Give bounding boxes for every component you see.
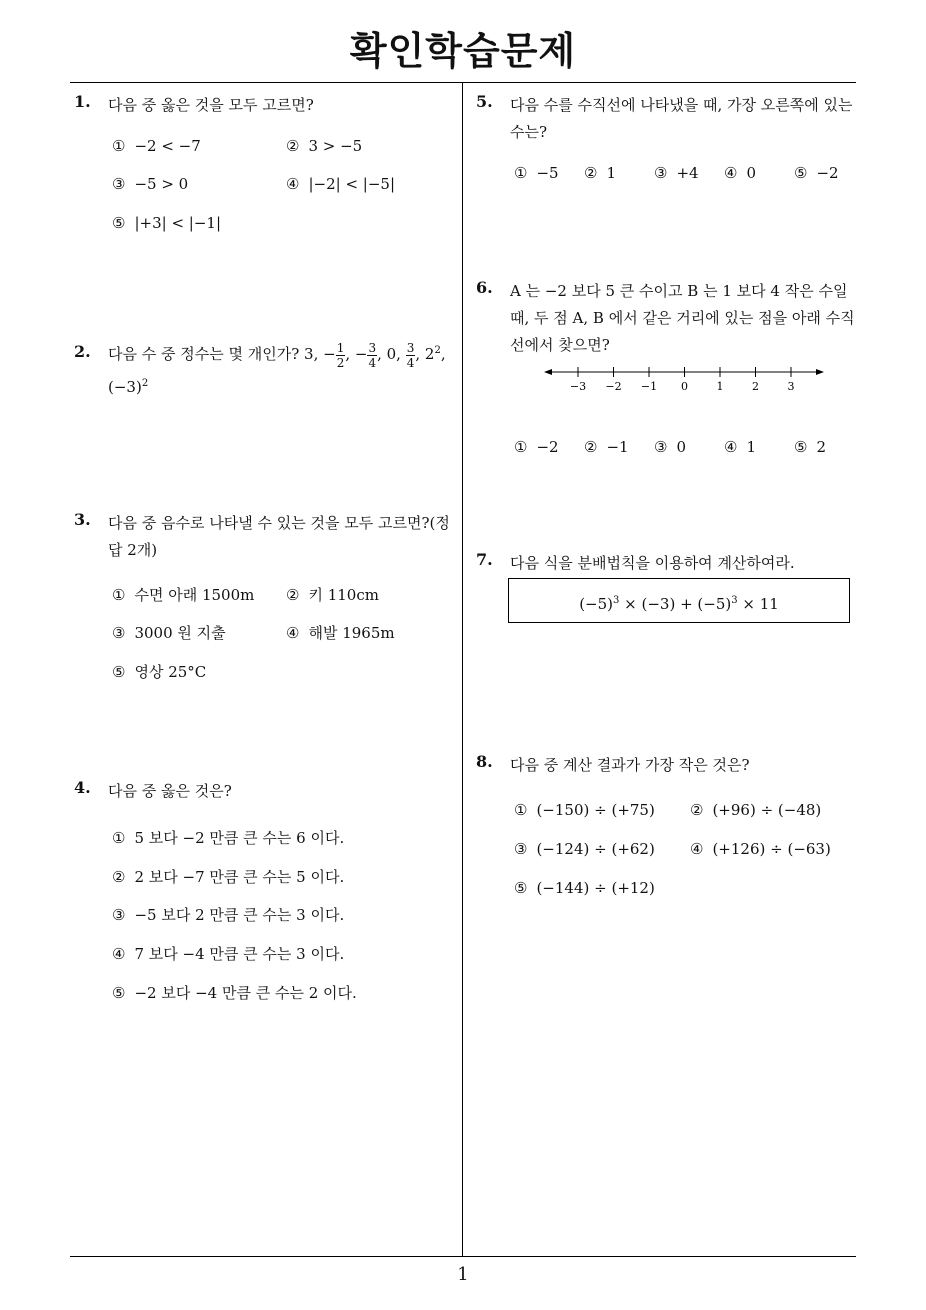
answer-option-5[interactable]: ⑤ 2	[794, 438, 826, 456]
question-4	[74, 778, 458, 1027]
answer-option-5[interactable]: ⑤ 영상 25°C	[112, 663, 207, 681]
number-line-label: −1	[640, 380, 658, 393]
answer-option-5[interactable]: ⑤ −2 보다 −4 만큼 큰 수는 2 이다.	[112, 984, 357, 1002]
footer-rule	[70, 1256, 856, 1257]
answer-option-2[interactable]: ② 3 > −5	[286, 137, 363, 155]
answer-option-4[interactable]: ④ 7 보다 −4 만큼 큰 수는 3 이다.	[112, 945, 345, 963]
answer-option-5[interactable]: ⑤ −2	[794, 164, 839, 182]
question-number: 6.	[476, 278, 493, 297]
answer-options	[112, 584, 458, 704]
column-divider	[462, 82, 463, 1256]
answer-option-1[interactable]: ① −2	[514, 438, 559, 456]
number-line-label: −3	[569, 380, 587, 393]
answer-option-4[interactable]: ④ 0	[724, 164, 756, 182]
number-line-label: 0	[681, 380, 688, 393]
answer-option-1[interactable]: ① 수면 아래 1500m	[112, 586, 255, 604]
answer-options	[112, 137, 454, 257]
answer-option-5[interactable]: ⑤ (−144) ÷ (+12)	[514, 879, 655, 897]
answer-option-2[interactable]: ② 2 보다 −7 만큼 큰 수는 5 이다.	[112, 868, 345, 886]
answer-option-3[interactable]: ③ −5 보다 2 만큼 큰 수는 3 이다.	[112, 906, 345, 924]
answer-option-3[interactable]: ③ −5 > 0	[112, 175, 189, 193]
answer-option-5[interactable]: ⑤ |+3| < |−1|	[112, 214, 221, 232]
header-rule	[70, 82, 856, 83]
answer-option-4[interactable]: ④ 1	[724, 438, 756, 456]
answer-option-3[interactable]: ③ 3000 원 지출	[112, 624, 226, 642]
question-stem: 다음 중 음수로 나타낼 수 있는 것을 모두 고르면?(정답 2개)	[108, 514, 450, 559]
question-stem: 다음 중 계산 결과가 가장 작은 것은?	[510, 756, 750, 774]
question-number: 7.	[476, 550, 493, 569]
fraction: $\frac{1}{2}$	[336, 340, 345, 370]
page-number: 1	[457, 1264, 469, 1285]
number-line-label: 1	[716, 380, 724, 393]
question-stem: 다음 수를 수직선에 나타냈을 때, 가장 오른쪽에 있는 수는?	[510, 96, 853, 141]
question-number: 4.	[74, 778, 91, 797]
answer-option-1[interactable]: ① (−150) ÷ (+75)	[514, 801, 655, 819]
page-title: 확인학습문제	[349, 29, 577, 73]
answer-option-2[interactable]: ② 키 110cm	[286, 586, 379, 604]
number-line-label: 2	[752, 380, 759, 393]
question-number: 5.	[476, 92, 493, 111]
question-number: 2.	[74, 342, 91, 361]
answer-option-2[interactable]: ② −1	[584, 438, 629, 456]
fraction: $\frac{3}{4}$	[406, 340, 415, 370]
question-stem: 다음 중 옳은 것은?	[108, 782, 232, 800]
expression-box: $(-5)^3 \times (-3) + (-5)^3 \times 11$	[508, 578, 850, 623]
question-number: 1.	[74, 92, 91, 111]
answer-option-1[interactable]: ① 5 보다 −2 만큼 큰 수는 6 이다.	[112, 829, 345, 847]
fraction: $\frac{3}{4}$	[368, 340, 377, 370]
answer-option-2[interactable]: ② (+96) ÷ (−48)	[690, 801, 822, 819]
question-1	[74, 92, 454, 257]
question-7	[476, 550, 860, 577]
answer-option-3[interactable]: ③ (−124) ÷ (+62)	[514, 840, 655, 858]
question-6	[476, 278, 860, 456]
answer-option-1[interactable]: ① −5	[514, 164, 559, 182]
answer-options	[112, 827, 458, 1027]
question-stem: 다음 식을 분배법칙을 이용하여 계산하여라.	[510, 554, 795, 572]
answer-options	[514, 801, 860, 921]
answer-option-3[interactable]: ③ +4	[654, 164, 699, 182]
answer-option-1[interactable]: ① −2 < −7	[112, 137, 201, 155]
question-number: 3.	[74, 510, 91, 529]
question-number: 8.	[476, 752, 493, 771]
question-2	[74, 336, 458, 402]
answer-option-4[interactable]: ④ 해발 1965m	[286, 624, 395, 642]
answer-option-4[interactable]: ④ (+126) ÷ (−63)	[690, 840, 831, 858]
question-3	[74, 510, 458, 704]
question-stem: 다음 중 옳은 것을 모두 고르면?	[108, 96, 314, 114]
number-line	[544, 362, 834, 394]
number-line-label: 3	[787, 380, 795, 393]
question-stem: 다음 수 중 정수는 몇 개인가? 3, − $\frac{1}{2}$ , − $\frac{3}{4}$ , 0, $\frac{3}{4}$ , $2^2$, $(-3)^2$	[108, 340, 446, 396]
answer-option-3[interactable]: ③ 0	[654, 438, 686, 456]
number-line-label: −2	[605, 380, 622, 393]
question-8	[476, 752, 860, 921]
answer-option-4[interactable]: ④ |−2| < |−5|	[286, 175, 395, 193]
question-5	[476, 92, 860, 194]
answer-options	[514, 164, 860, 194]
answer-option-2[interactable]: ② 1	[584, 164, 616, 182]
answer-options	[514, 438, 894, 462]
question-stem: A 는 −2 보다 5 큰 수이고 B 는 1 보다 4 작은 수일 때, 두 점 A, B 에서 같은 거리에 있는 점을 아래 수직선에서 찾으면?	[510, 282, 855, 354]
